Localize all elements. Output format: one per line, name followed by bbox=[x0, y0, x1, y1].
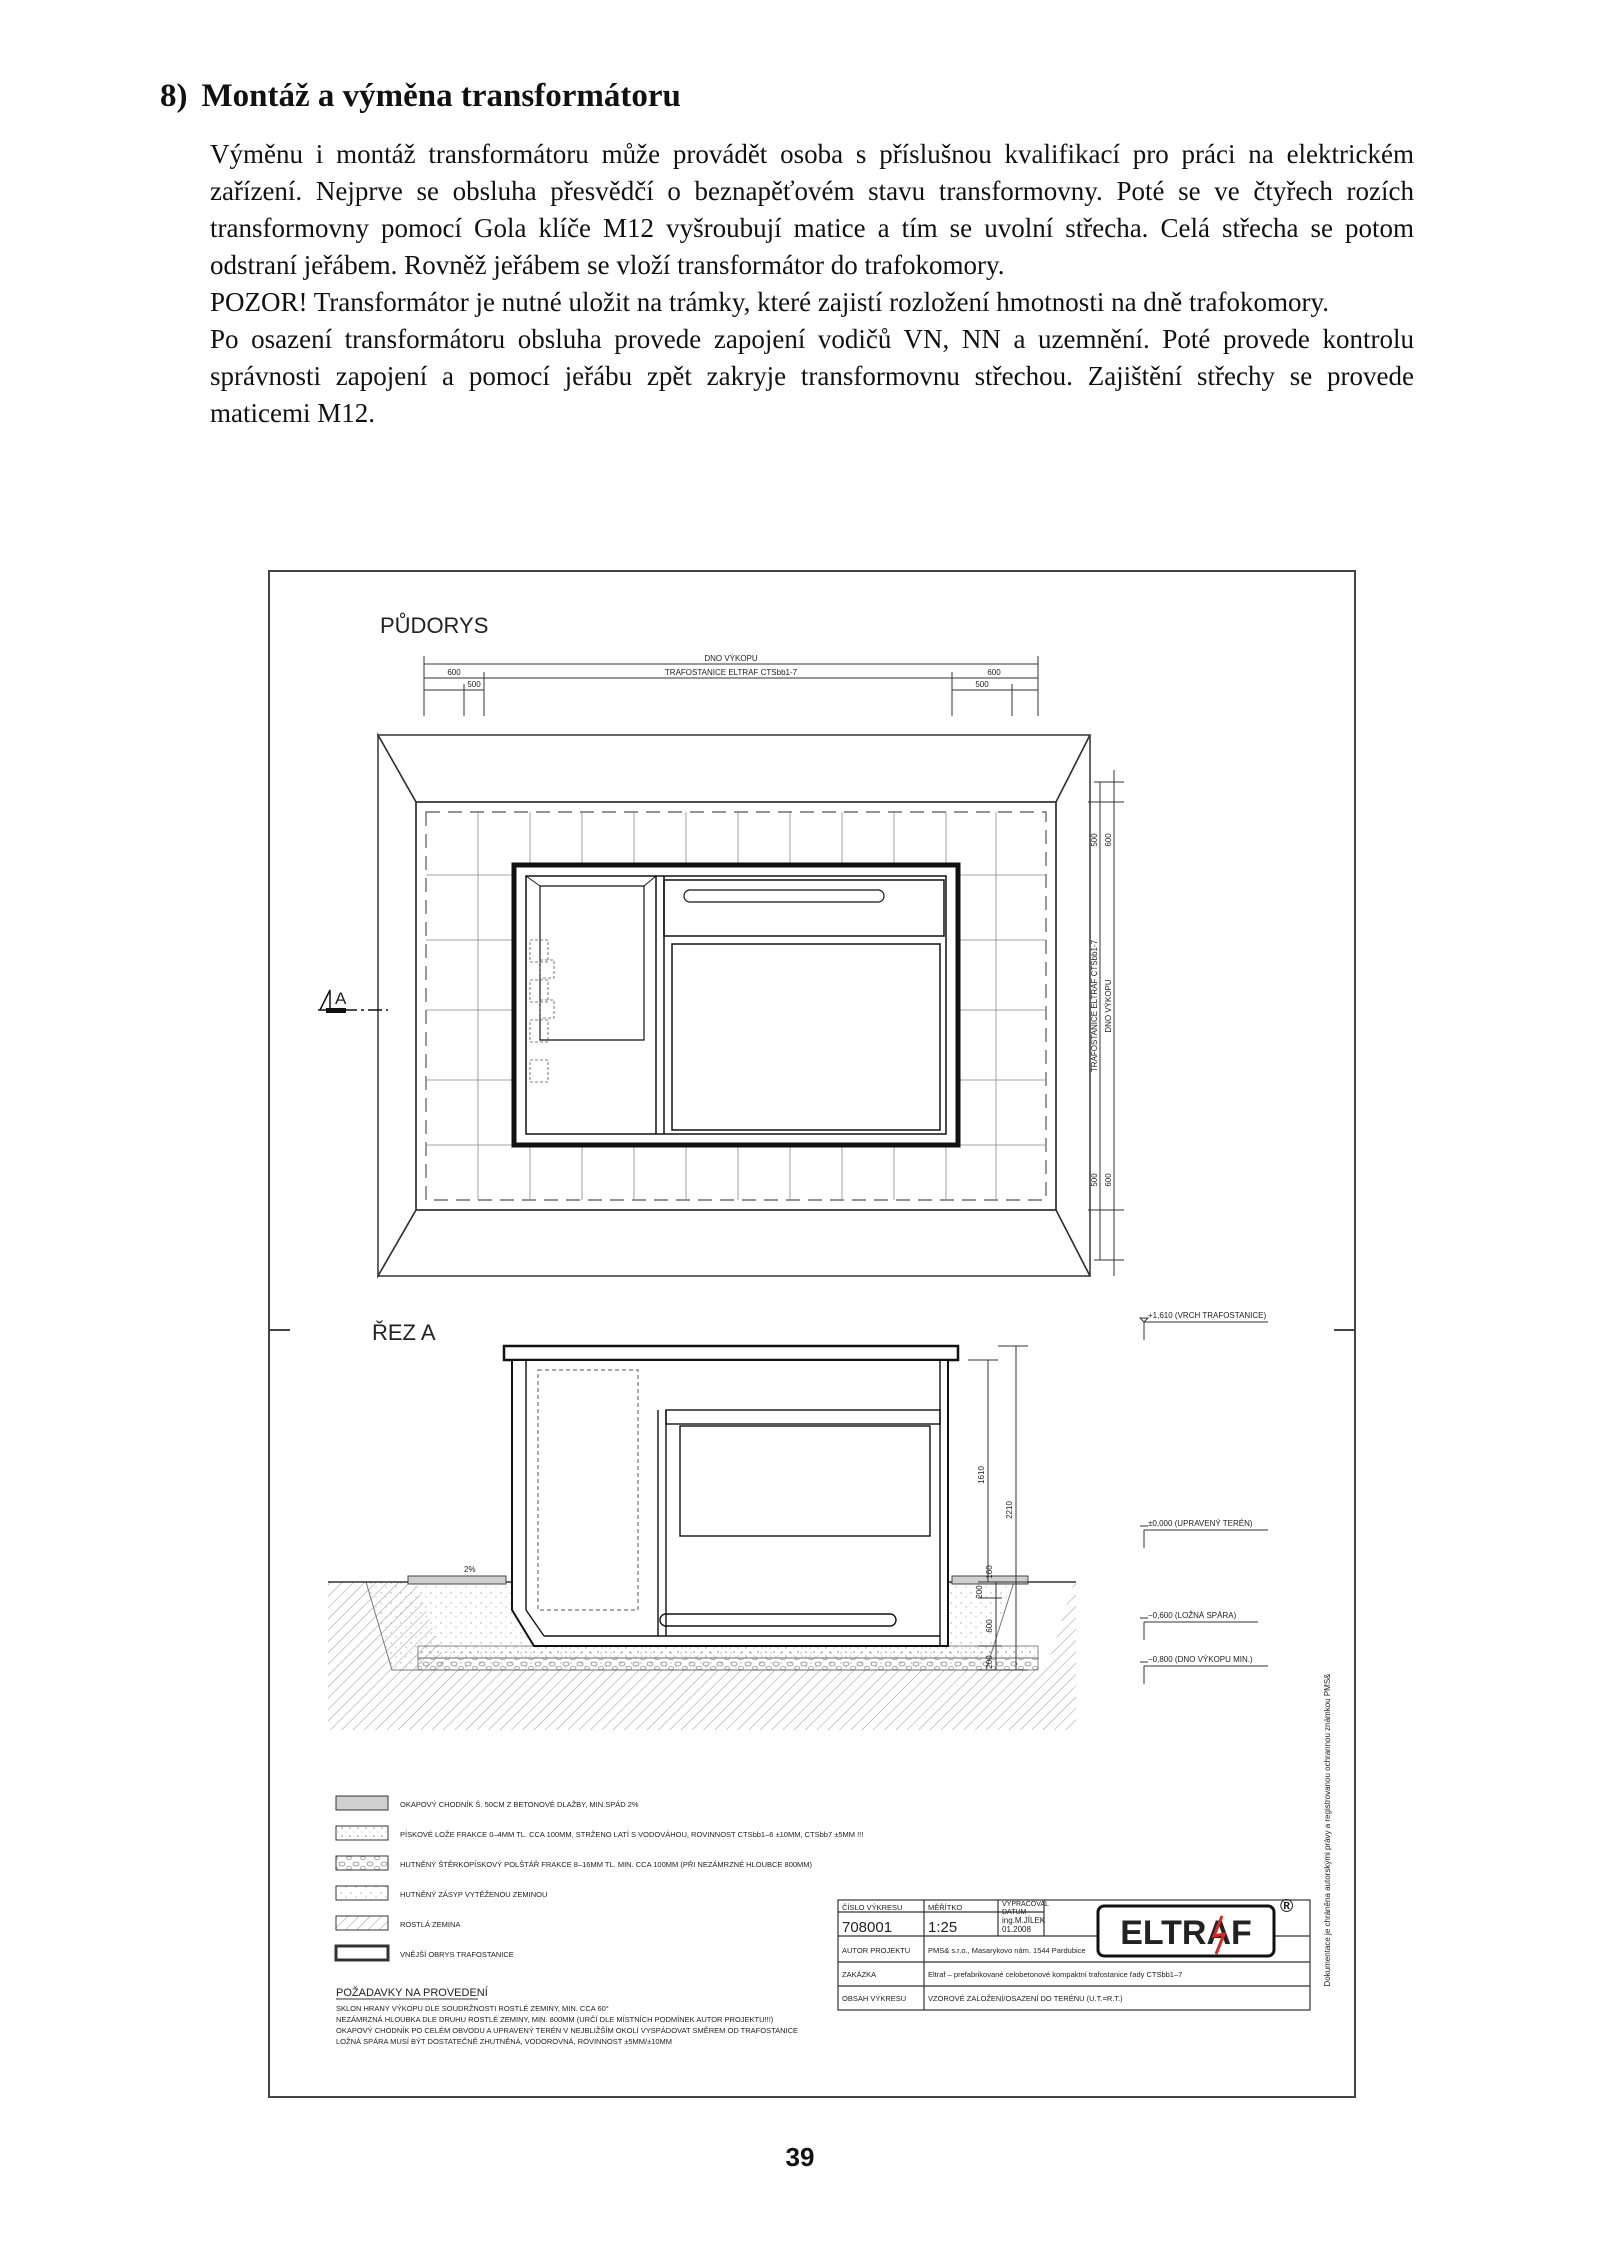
slope-label: 2% bbox=[464, 1565, 476, 1574]
body-text bbox=[210, 136, 1414, 432]
dim-600: 600 bbox=[985, 1619, 994, 1633]
requirement-item: OKAPOVÝ CHODNÍK PO CELÉM OBVODU A UPRAVENÝ TERÉN V NEJBLIŽŠÍM OKOLÍ VYSPÁDOVAT SMĚREM OD TRAFOSTANICE bbox=[336, 2026, 799, 2035]
level-ground: ±0,000 (UPRAVENÝ TERÉN) bbox=[1148, 1519, 1253, 1528]
level-top: +1,610 (VRCH TRAFOSTANICE) bbox=[1148, 1311, 1267, 1320]
tb-drawing-no-label: ČÍSLO VÝKRESU bbox=[842, 1903, 903, 1912]
plan-dim-right-outer: 600 bbox=[987, 668, 1001, 677]
plan-dim-right-inner: 500 bbox=[975, 680, 989, 689]
tb-author: ing.M.JÍLEK bbox=[1002, 1916, 1046, 1925]
dim-2210: 2210 bbox=[1005, 1501, 1014, 1519]
plan-title: PŮDORYS bbox=[380, 613, 489, 638]
paragraph: Výměnu i montáž transformátoru může provádět osoba s příslušnou kvalifikací pro práci na elektrickém zařízení. Nejprve se obsluha přesvědčí o beznapěťovém stavu transformovny. Poté se ve čtyřech rozích transformovny pomocí Gola klíče M12 vyšroubují matice a tím se uvolní střecha. Celá střecha se potom odstraní jeřábem. Rovněž jeřábem se vloží transformátor do trafokomory. bbox=[210, 139, 1414, 280]
tb-scale-label: MĚŘÍTKO bbox=[928, 1903, 963, 1912]
plan-side-top-outer: 600 bbox=[1104, 833, 1113, 847]
plan-side-top-inner: 500 bbox=[1090, 833, 1099, 847]
requirement-item: LOŽNÁ SPÁRA MUSÍ BÝT DOSTATEČNĚ ZHUTNĚNÁ, VODOROVNÁ, ROVINNOST ±5MM/±10MM bbox=[336, 2037, 673, 2046]
tb-order-label: ZAKÁZKA bbox=[842, 1970, 877, 1979]
dim-200-top: 200 bbox=[975, 1585, 984, 1599]
paragraph: Po osazení transformátoru obsluha provede zapojení vodičů VN, NN a uzemnění. Poté provede kontrolu správnosti zapojení a pomocí jeřábu zpět zakryje transformovnu střechou. Zajištění střechy se provede maticemi M12. bbox=[210, 324, 1414, 428]
paragraph: POZOR! Transformátor je nutné uložit na trámky, které zajistí rozložení hmotnosti na dně trafokomory. bbox=[210, 287, 1329, 317]
tb-order: Eltraf – prefabrikované celobetonové kompaktní trafostanice řady CTSbb1–7 bbox=[928, 1970, 1183, 1979]
legend-item: VNĚJŠÍ OBRYS TRAFOSTANICE bbox=[400, 1950, 514, 1959]
plan-side-middle-2: DNO VÝKOPU bbox=[1104, 979, 1113, 1033]
eltraf-logo-text: ELTRAF bbox=[1120, 1914, 1252, 1952]
level-bed: −0,600 (LOŽNÁ SPÁRA) bbox=[1148, 1611, 1237, 1620]
plan-dim-left-inner: 500 bbox=[467, 680, 481, 689]
tb-content-label: OBSAH VÝKRESU bbox=[842, 1994, 907, 2003]
plan-side-middle-1: TRAFOSTANICE ELTRAF CTSbb1-7 bbox=[1090, 939, 1099, 1073]
plan-dim-middle-label: TRAFOSTANICE ELTRAF CTSbb1-7 bbox=[664, 668, 798, 677]
dim-200-bottom: 200 bbox=[985, 1655, 994, 1669]
tb-content: VZOROVÉ ZALOŽENÍ/OSAZENÍ DO TERÉNU (U.T.=R.T.) bbox=[928, 1994, 1123, 2003]
level-bottom: −0,800 (DNO VÝKOPU MIN.) bbox=[1148, 1655, 1253, 1664]
legend-item: HUTNĚNÝ ZÁSYP VYTĚŽENOU ZEMINOU bbox=[400, 1890, 548, 1899]
tb-date: 01.2008 bbox=[1002, 1925, 1031, 1934]
tb-project-author-label: AUTOR PROJEKTU bbox=[842, 1946, 911, 1955]
tb-prepared-label: VYPRACOVAL bbox=[1002, 1901, 1049, 1908]
copyright-note: Dokumentace je chráněna autorskými právy a registrovanou ochrannou známkou PMS& bbox=[1323, 1673, 1332, 1987]
plan-side-bottom-inner: 500 bbox=[1090, 1173, 1099, 1187]
legend-item: OKAPOVÝ CHODNÍK Š. 50CM Z BETONOVÉ DLAŽBY, MIN.SPÁD 2% bbox=[400, 1800, 639, 1809]
plan-dim-top-label: DNO VÝKOPU bbox=[704, 654, 758, 663]
legend-item: HUTNĚNÝ ŠTĚRKOPÍSKOVÝ POLŠTÁŘ FRAKCE 8–16MM TL. MIN. CCA 100MM (PŘI NEZÁMRZNÉ HLOUBCE 800MM) bbox=[400, 1860, 813, 1869]
tb-scale: 1:25 bbox=[928, 1919, 958, 1936]
section-title: Montáž a výměna transformátoru bbox=[201, 78, 681, 114]
section-title: ŘEZ A bbox=[372, 1320, 436, 1345]
tb-project-author: PMS& s.r.o., Masarykovo nám. 1544 Pardubice bbox=[928, 1946, 1086, 1955]
tb-drawing-no: 708001 bbox=[842, 1919, 893, 1936]
section-number: 8) bbox=[160, 78, 188, 114]
dim-1610: 1610 bbox=[977, 1466, 986, 1484]
tb-date-label: DATUM bbox=[1002, 1909, 1027, 1916]
technical-drawing bbox=[268, 570, 1358, 2100]
plan-dim-left-outer: 600 bbox=[447, 668, 461, 677]
legend-item: PÍSKOVÉ LOŽE FRAKCE 0–4MM TL. CCA 100MM, STRŽENO LATÍ S VODOVÁHOU, ROVINNOST CTSbb1–6 ±10MM, CTSbb7 ±5MM !!! bbox=[400, 1830, 864, 1839]
dim-160: 160 bbox=[985, 1565, 994, 1579]
page-number: 39 bbox=[785, 2142, 815, 2172]
plan-side-bottom-outer: 600 bbox=[1104, 1173, 1113, 1187]
requirement-item: SKLON HRANY VÝKOPU DLE SOUDRŽNOSTI ROSTLÉ ZEMINY, MIN. CCA 60° bbox=[336, 2004, 609, 2013]
registered-mark: ® bbox=[1280, 1896, 1294, 1916]
section-heading bbox=[160, 76, 1460, 116]
requirements-title: POŽADAVKY NA PROVEDENÍ bbox=[336, 1987, 488, 1999]
section-marker: A bbox=[335, 989, 347, 1008]
requirement-item: NEZÁMRZNÁ HLOUBKA DLE DRUHU ROSTLÉ ZEMINY, MIN. 800MM (URČÍ DLE MÍSTNÍCH PODMÍNEK AUTOR PROJEKTU!!!) bbox=[336, 2015, 774, 2024]
legend-item: ROSTLÁ ZEMINA bbox=[400, 1920, 461, 1929]
